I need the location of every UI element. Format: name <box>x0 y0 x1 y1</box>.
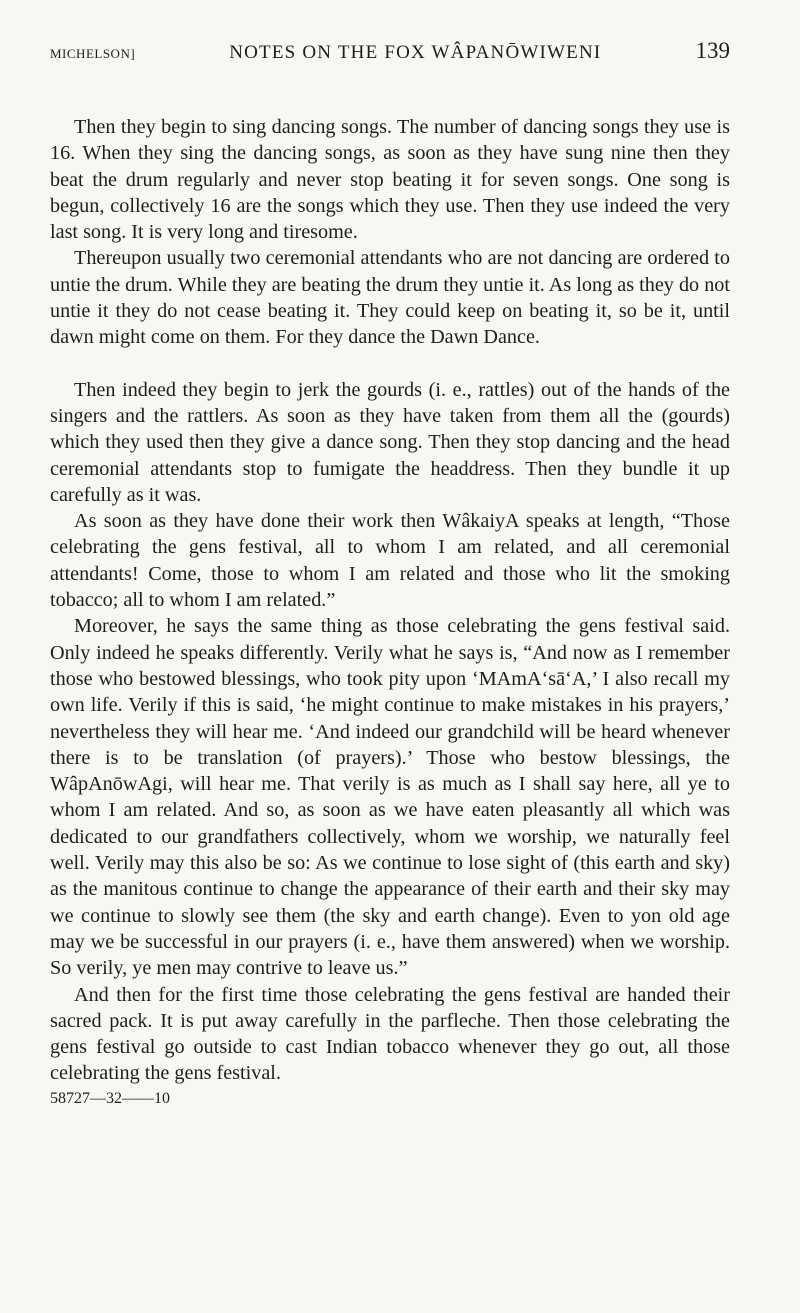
running-header <box>50 38 730 72</box>
paragraph-wakaiya-speech: As soon as they have done their work then WâkaiyA speaks at length, “Those celebrating the gens festival, all to whom I am related, and all ceremonial attendants! Come, those to whom I am related and those who lit the smoking tobacco; all to whom I am related.” <box>50 510 730 612</box>
header-author: MICHELSON] <box>50 46 136 61</box>
paragraph-sacred-pack: And then for the first time those celebrating the gens festival are handed their sacred pack. It is put away carefully in the parfleche. Then those celebrating the gens festival go outside to cast Indian tobacco whenever they go out, all those celebrating the gens festival. <box>50 983 730 1085</box>
print-signature: 58727—32——10 <box>50 1089 170 1107</box>
paragraph-gourds: Then indeed they begin to jerk the gourds (i. e., rattles) out of the hands of the singers and the rattlers. As soon as they have taken from them all the (gourds) which they used then they give a dance song. Then they stop dancing and the head ceremonial attendants stop to fumigate the headdress. Then they bundle it up carefully as it was. <box>50 378 730 506</box>
paragraph-moreover: Moreover, he says the same thing as those celebrating the gens festival said. Only indeed he speaks differently. Verily what he says is, “And now as I remember those who bestowed blessings, who took pity upon ‘MAmA‘sā‘A,’ I also recall my own life. Verily if this is said, ‘he might continue to make mistakes in his prayers,’ nevertheless they will hear me. ‘And indeed our grandchild will be heard whenever there is to be translation (of prayers).’ Those who bestow blessings, the WâpAnōwAgi, will hear me. That verily is as much as I shall say here, all ye to whom I am related. And so, as soon as we have eaten pleasantly all which was dedicated to our grandfathers collectively, whom we worship, we naturally feel well. Verily may this also be so: As we continue to lose sight of (this earth and sky) as the manitous continue to change the appearance of their earth and their sky may we continue to slowly see them (the sky and earth change). Even to yon old age may we be successful in our prayers (i. e., have them answered) when we worship. So verily, ye men may contrive to leave us.” <box>50 615 730 980</box>
header-title: NOTES ON THE FOX WÂPANŌWIWENI <box>229 42 602 63</box>
page-number: 139 <box>695 38 730 63</box>
page <box>50 38 730 1108</box>
paragraph-dancing-songs: Then they begin to sing dancing songs. The number of dancing songs they use is 16. When they sing the dancing songs, as soon as they have sung nine then they beat the drum regularly and never stop beating it for seven songs. One song is begun, collectively 16 are the songs which they use. Then they use indeed the very last song. It is very long and tiresome. <box>50 116 730 244</box>
body-text <box>50 114 730 1087</box>
paragraph-untie-drum: Thereupon usually two ceremonial attendants who are not dancing are ordered to untie the drum. While they are beating the drum they untie it. As long as they do not untie it they do not cease beating it. They could keep on beating it, so be it, until dawn might come on them. For they dance the Dawn Dance. <box>50 247 730 349</box>
